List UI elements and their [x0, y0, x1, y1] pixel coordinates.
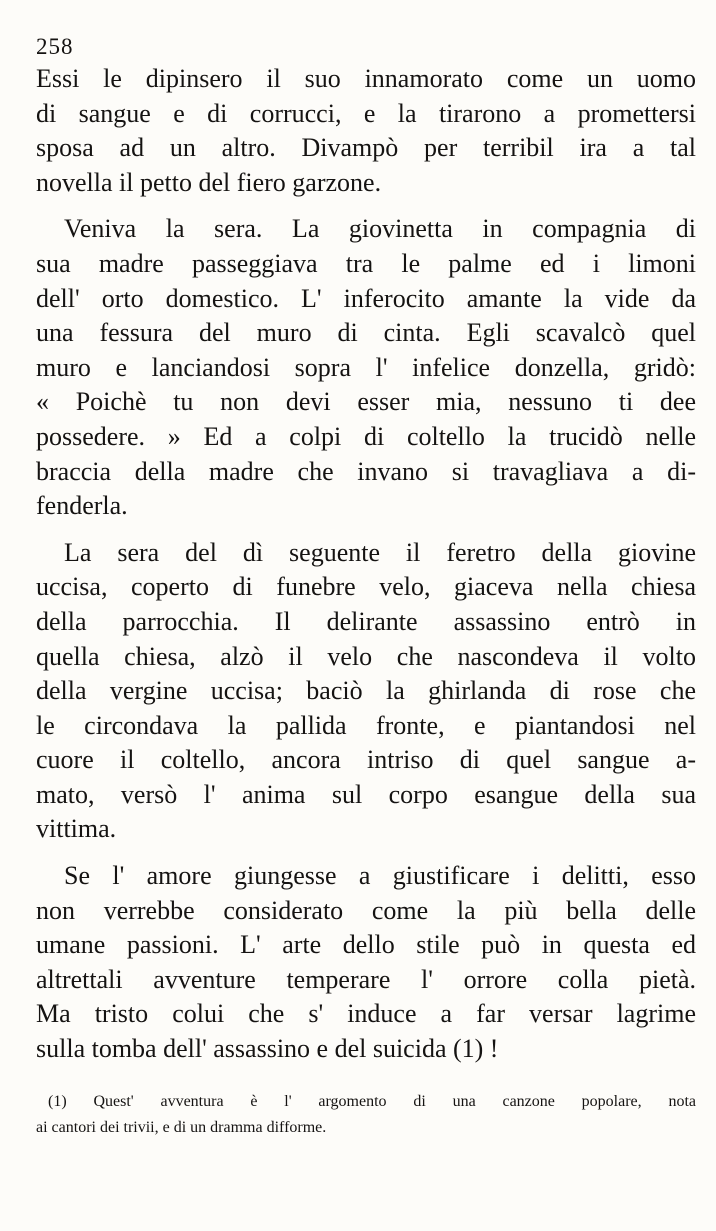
text-line: di sangue e di corrucci, e la tirarono a promettersi [36, 98, 696, 128]
paragraph-4 [36, 859, 696, 1067]
text-line: sposa ad un altro. Divampò per terribil ira a tal [36, 133, 696, 163]
text-line: una fessura del muro di cinta. Egli scavalcò quel [36, 318, 696, 348]
text-line: fenderla. [36, 491, 128, 521]
paragraph-3 [36, 536, 696, 847]
text-line: cuore il coltello, ancora intriso di quel sangue a- [36, 745, 696, 775]
text-line: Se l' amore giungesse a giustificare i delitti, esso [64, 861, 696, 891]
footnote-line: ai cantori dei trivii, e di un dramma difforme. [36, 1118, 327, 1136]
text-line: della vergine uccisa; baciò la ghirlanda di rose che [36, 676, 696, 706]
footnote-line: (1) Quest' avventura è l' argomento di una canzone popolare, nota [48, 1092, 696, 1110]
text-line: quella chiesa, alzò il velo che nascondeva il volto [36, 641, 696, 671]
text-line: della parrocchia. Il delirante assassino entrò in [36, 606, 696, 636]
text-line: non verrebbe considerato come la più bella delle [36, 895, 696, 925]
text-line: Ma tristo colui che s' induce a far versar lagrime [36, 999, 696, 1029]
text-line: uccisa, coperto di funebre velo, giaceva nella chiesa [36, 572, 696, 602]
paragraph-2 [36, 212, 696, 523]
text-line: Essi le dipinsero il suo innamorato come un uomo [36, 64, 696, 93]
text-line: mato, versò l' anima sul corpo esangue della sua [36, 779, 696, 809]
book-page [36, 34, 696, 1141]
text-line: le circondava la pallida fronte, e piantandosi nel [36, 710, 696, 740]
text-line: « Poichè tu non devi esser mia, nessuno ti dee [36, 387, 696, 417]
text-line: muro e lanciandosi sopra l' infelice donzella, gridò: [36, 352, 696, 382]
text-line: Veniva la sera. La giovinetta in compagnia di [64, 214, 696, 244]
text-line: umane passioni. L' arte dello stile può in questa ed [36, 930, 696, 960]
text-line: braccia della madre che invano si travagliava a di- [36, 456, 696, 486]
text-line: novella il petto del fiero garzone. [36, 167, 382, 197]
text-line: possedere. » Ed a colpi di coltello la trucidò nelle [36, 421, 696, 451]
text-line: vittima. [36, 814, 117, 844]
text-line: altrettali avventure temperare l' orrore colla pietà. [36, 964, 696, 994]
text-line: sulla tomba dell' assassino e del suicida (1) ! [36, 1034, 499, 1064]
text-line: dell' orto domestico. L' inferocito amante la vide da [36, 283, 696, 313]
text-line: sua madre passeggiava tra le palme ed i limoni [36, 248, 696, 278]
text-line: La sera del dì seguente il feretro della giovine [64, 537, 696, 567]
footnote-1 [36, 1089, 696, 1141]
page-number: 258 [36, 34, 74, 59]
footnotes [36, 1089, 696, 1141]
paragraph-1 [36, 62, 696, 200]
